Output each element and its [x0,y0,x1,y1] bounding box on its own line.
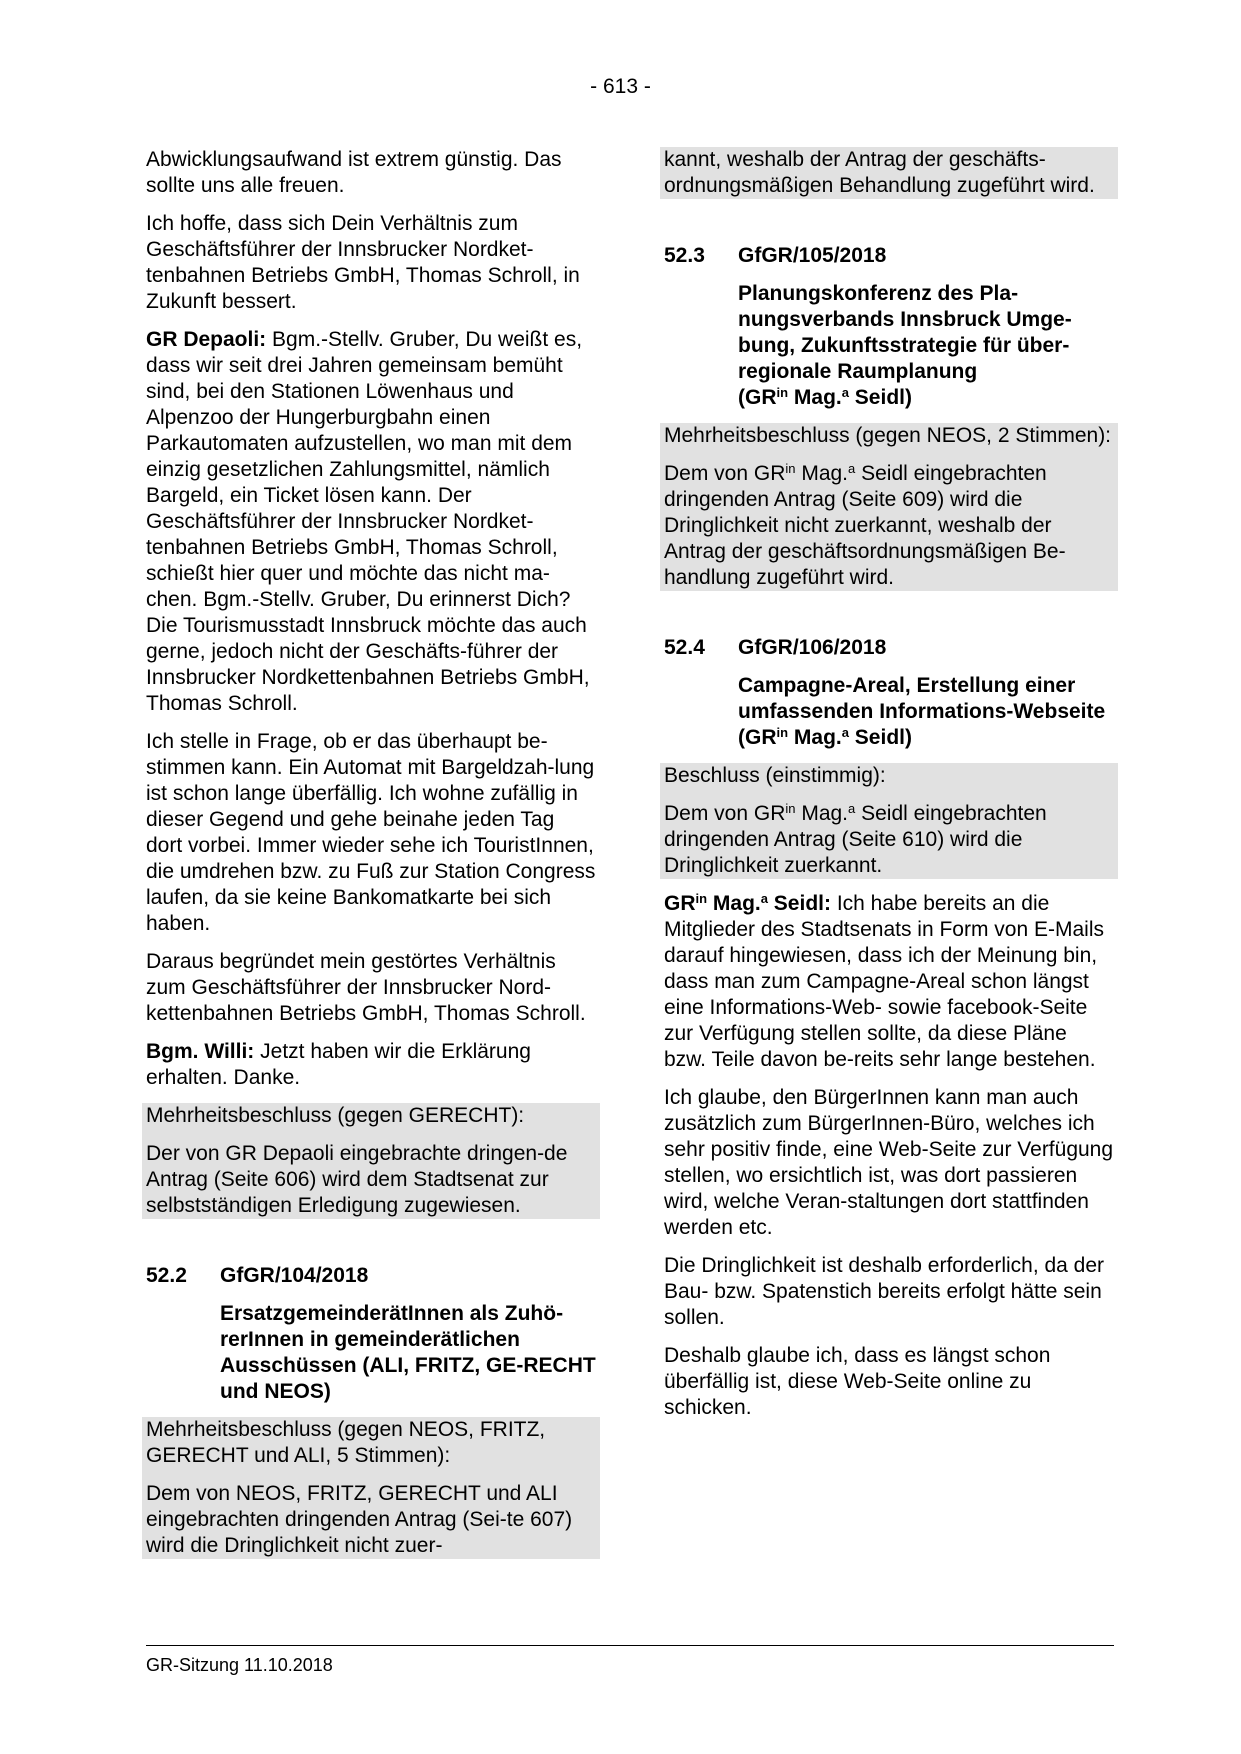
agenda-item-code: GfGR/105/2018 [738,244,887,267]
title-fragment: Seidl) [848,726,912,749]
agenda-item-header [664,243,1114,269]
speaker-name: Bgm. Willi: [146,1040,255,1063]
page-number: - 613 - [590,75,651,98]
paragraph [146,327,596,717]
text-fragment: Mag. [795,462,849,485]
paragraph: Ich glaube, den BürgerInnen kann man auch zusätzlich zum BürgerInnen-Büro, welches ich sehr positiv finde, eine Web-Seite zur Verfügung stellen, wo ersichtlich ist, was dort passieren wird, welche Veran-staltungen dort stattfinden werden etc. [664,1086,1114,1239]
resolution-box [660,763,1118,879]
speech-text: Bgm.-Stellv. Gruber, Du weißt es, dass wir seit drei Jahren gemeinsam bemüht sind, bei den Stationen Löwenhaus und Alpenzoo der Hungerburgbahn einen Parkautomaten aufzustellen, wo man mit dem einzig gesetzlichen Zahlungsmittel, nämlich Bargeld, ein Ticket lösen kann. Der Geschäftsführer der Innsbrucker Nordket-tenbahnen Betriebs GmbH, Thomas Schroll, schießt hier quer und möchte das nicht ma-chen. Bgm.-Stellv. Gruber, Du erinnerst Dich? Die Tourismusstadt Innsbruck möchte das auch gerne, jedoch nicht der Geschäfts-führer der Innsbrucker Nordkettenbahnen Betriebs GmbH, Thomas Schroll. [146,328,590,715]
text-fragment: Dem von GR [664,802,786,825]
title-fragment: (GR [738,386,777,409]
paragraph: Abwicklungsaufwand ist extrem günstig. Das sollte uns alle freuen. [146,148,562,197]
agenda-item-title-text: Planungskonferenz des Pla-nungsverbands Innsbruck Umge-bung, Zukunftsstrategie für über-regionale Raumplanung [738,282,1072,383]
superscript: a [848,801,856,816]
resolution-body [664,461,1114,591]
text-fragment: Seidl eingebrachten dringenden Antrag (Seite 609) wird die Dringlichkeit nicht zuerkannt, weshalb der Antrag der geschäftsordnungsmäßigen Be-handlung zugeführt wird. [664,462,1066,589]
agenda-item-number: 52.4 [664,636,705,659]
resolution-box [142,1417,600,1559]
superscript: in [776,385,789,400]
resolution-body: Der von GR Depaoli eingebrachte dringen-de Antrag (Seite 606) wird dem Stadtsenat zur selbstständigen Erledigung zugewiesen. [146,1142,568,1217]
speaker-name: $GR^{in}$ Mag.$^a$ Seidl: [664,891,831,915]
agenda-item-number: 52.2 [146,1264,187,1287]
resolution-body: Dem von NEOS, FRITZ, GERECHT und ALI eingebrachten dringenden Antrag (Sei-te 607) wird die Dringlichkeit nicht zuer- [146,1482,573,1557]
speaker-name: GR Depaoli: [146,328,267,351]
superscript: a [841,385,849,400]
title-fragment: Mag. [788,386,842,409]
superscript: in [785,461,796,476]
paragraph: Deshalb glaube ich, dass es längst schon überfällig ist, diese Web-Seite online zu schicken. [664,1344,1051,1419]
right-column [664,147,1114,1433]
paragraph [146,1039,596,1091]
title-fragment: Mag. [788,726,842,749]
text-fragment: Mag. [795,802,849,825]
resolution-body: kannt, weshalb der Antrag der geschäfts-ordnungsmäßigen Behandlung zugeführt wird. [664,148,1095,197]
agenda-item-number: 52.3 [664,244,705,267]
agenda-item-title [738,281,1114,411]
resolution-box [142,1103,600,1219]
paragraph: Daraus begründet mein gestörtes Verhältnis zum Geschäftsführer der Innsbrucker Nord-kettenbahnen Betriebs GmbH, Thomas Schroll. [146,950,586,1025]
text-fragment: Seidl eingebrachten dringenden Antrag (Seite 610) wird die Dringlichkeit zuerkannt. [664,802,1047,877]
superscript: in [785,801,796,816]
agenda-item-title-text: Campagne-Areal, Erstellung einer umfassenden Informations-Webseite (GR [738,674,1106,749]
superscript: a [841,725,849,740]
footer-session-date: GR-Sitzung 11.10.2018 [146,1655,333,1675]
paragraph: Ich hoffe, dass sich Dein Verhältnis zum Geschäftsführer der Innsbrucker Nordket-tenbahnen Betriebs GmbH, Thomas Schroll, in Zukunft bessert. [146,212,580,313]
agenda-item-title [738,673,1114,751]
agenda-item-code: GfGR/104/2018 [220,1264,369,1287]
paragraph: Ich stelle in Frage, ob er das überhaupt be-stimmen kann. Ein Automat mit Bargeldzah-lung ist schon lange überfällig. Ich wohne zufällig in dieser Gegend und gehe beinahe jeden Tag dort vorbei. Immer wieder sehe ich TouristInnen, die umdrehen bzw. zu Fuß zur Station Congress laufen, da sie keine Bankomatkarte bei sich haben. [146,730,596,935]
speech-text: Jetzt haben wir die Erklärung erhalten. Danke. [146,1040,531,1089]
resolution-box [660,423,1118,591]
left-column [146,147,596,1559]
paragraph: Die Dringlichkeit ist deshalb erforderlich, da der Bau- bzw. Spatenstich bereits erfolgt hätte sein sollen. [664,1254,1105,1329]
agenda-item-title: ErsatzgemeinderätInnen als Zuhö-rerInnen in gemeinderätlichen Ausschüssen (ALI, FRITZ, GE-RECHT und NEOS) [220,1302,596,1403]
resolution-body [664,801,1114,879]
resolution-heading: Mehrheitsbeschluss (gegen GERECHT): [146,1104,525,1127]
superscript: in [776,725,789,740]
title-fragment: Seidl) [848,386,912,409]
resolution-heading: Mehrheitsbeschluss (gegen NEOS, 2 Stimmen): [664,424,1112,447]
agenda-item-code: GfGR/106/2018 [738,636,887,659]
agenda-item-header [146,1263,596,1289]
paragraph [664,891,1114,1073]
superscript: a [848,461,856,476]
footer-divider [146,1645,1114,1646]
text-fragment: Dem von GR [664,462,786,485]
resolution-heading: Beschluss (einstimmig): [664,764,886,787]
resolution-box-continued [660,147,1118,199]
speech-text: Ich habe bereits an die Mitglieder des Stadtsenats in Form von E-Mails darauf hingewiesen, dass ich der Meinung bin, dass man zum Campagne-Areal schon längst eine Informations-Web- sowie facebook-Seite zur Verfügung stellen sollte, da diese Pläne bzw. Teile davon be-reits sehr lange bestehen. [664,892,1105,1071]
resolution-heading: Mehrheitsbeschluss (gegen NEOS, FRITZ, GERECHT und ALI, 5 Stimmen): [146,1418,546,1467]
agenda-item-header [664,635,1114,661]
